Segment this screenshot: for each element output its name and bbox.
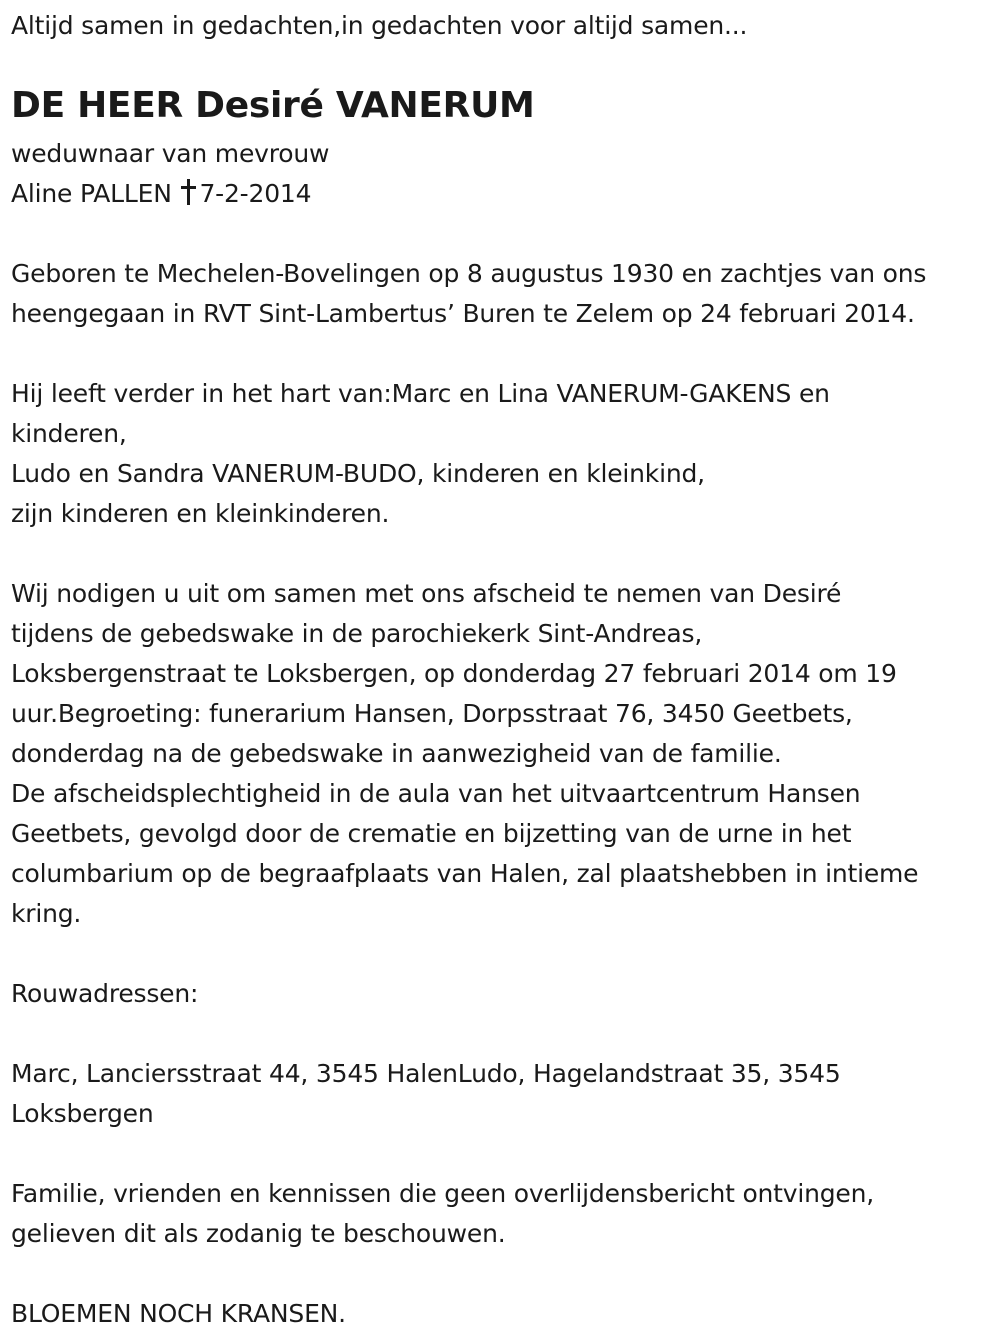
deceased-title: DE HEER Desiré VANERUM [11,85,535,126]
spouse-death-date: 7-2-2014 [199,179,312,208]
address-line: Loksbergen [11,1099,154,1128]
paragraph-line: Loksbergenstraat te Loksbergen, op donderdag 27 februari 2014 om 19 [11,659,897,688]
invitation-paragraph [11,574,918,934]
paragraph-line: donderdag na de gebedswake in aanwezigheid van de familie. [11,739,782,768]
flowers-block [11,1294,346,1334]
spouse-name: Aline PALLEN [11,179,172,208]
addresses-block [11,1054,841,1134]
paragraph-line: gelieven dit als zodanig te beschouwen. [11,1219,506,1248]
spouse-block [11,134,329,214]
paragraph-line: kring. [11,899,82,928]
addresses-heading-block [11,974,198,1014]
addresses-heading: Rouwadressen: [11,979,199,1008]
birth-paragraph [11,254,926,334]
paragraph-line: Geetbets, gevolgd door de crematie en bijzetting van de urne in het [11,819,852,848]
spouse-line: weduwnaar van mevrouw [11,139,330,168]
notice-paragraph [11,1174,874,1254]
address-line: Marc, Lanciersstraat 44, 3545 HalenLudo, Hagelandstraat 35, 3545 [11,1059,841,1088]
paragraph-line: uur.Begroeting: funerarium Hansen, Dorpsstraat 76, 3450 Geetbets, [11,699,853,728]
paragraph-line: Ludo en Sandra VANERUM-BUDO, kinderen en kleinkind, [11,459,705,488]
paragraph-line: heengegaan in RVT Sint-Lambertus’ Buren te Zelem op 24 februari 2014. [11,299,915,328]
paragraph-line: kinderen, [11,419,127,448]
paragraph-line: Geboren te Mechelen-Bovelingen op 8 augustus 1930 en zachtjes van ons [11,259,927,288]
family-paragraph [11,374,830,534]
paragraph-line: Familie, vrienden en kennissen die geen overlijdensbericht ontvingen, [11,1179,875,1208]
paragraph-line: tijdens de gebedswake in de parochiekerk Sint-Andreas, [11,619,703,648]
paragraph-line: columbarium op de begraafplaats van Halen, zal plaatshebben in intieme [11,859,919,888]
paragraph-line: De afscheidsplechtigheid in de aula van het uitvaartcentrum Hansen [11,779,861,808]
motto: Altijd samen in gedachten,in gedachten voor altijd samen... [11,11,748,40]
cross-icon [181,179,195,205]
paragraph-line: Hij leeft verder in het hart van:Marc en Lina VANERUM-GAKENS en [11,379,830,408]
flowers-notice: BLOEMEN NOCH KRANSEN. [11,1299,346,1328]
paragraph-line: Wij nodigen u uit om samen met ons afscheid te nemen van Desiré [11,579,842,608]
paragraph-line: zijn kinderen en kleinkinderen. [11,499,390,528]
spouse-name-line [11,174,329,214]
